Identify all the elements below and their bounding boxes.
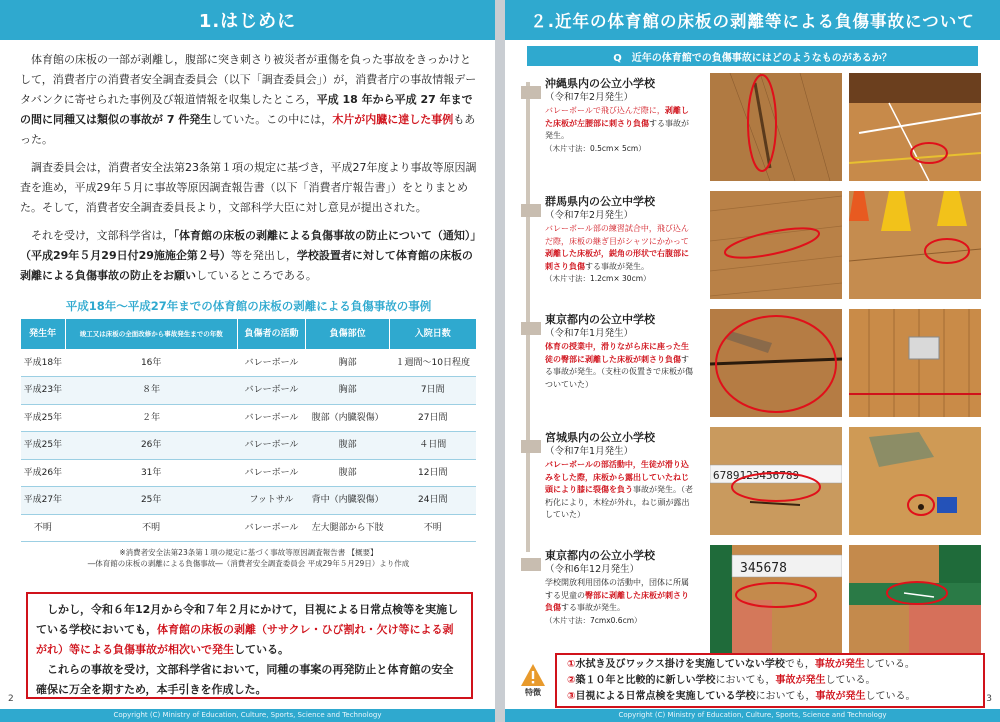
accident-cases-table	[21, 319, 477, 542]
ruler-digits: 6789123456789	[713, 469, 800, 482]
emphasis-text: 剥離した床板が，鋭角の形状で右腹部に刺さり負傷	[545, 249, 689, 271]
text-span: 目視による日常点検を実施している学校	[575, 690, 756, 702]
table-cell: 胸部	[306, 377, 390, 405]
case-photo	[710, 427, 842, 535]
case-description	[545, 430, 695, 522]
section-heading-recent-accidents: ２.近年の体育館の床板の剥離等による負傷事故について	[505, 0, 1000, 40]
table-cell: 平成25年	[21, 432, 66, 460]
case-location: 宮城県内の公立小学校	[545, 431, 655, 444]
text-span: でも，	[784, 658, 815, 670]
text-span: する事故が発生。	[545, 118, 689, 140]
case-photo	[710, 191, 842, 299]
table-cell: ８年	[65, 377, 237, 405]
case-item	[515, 70, 990, 188]
column-header: 入院日数	[389, 319, 476, 349]
text-span: 体育館の床板の一部が剥離し，腹部に突き刺さり被災者が重傷を負った事故をきっかけとして，消費者庁の消費者安全調査委員会（以下「調査委員会」）が，消費者庁の事故情報データバンクに寄せられた事例及び報道情報を収集したところ，	[20, 53, 477, 106]
case-photo	[710, 309, 842, 417]
alert-text: 木片が内臓に達した事例	[332, 113, 454, 126]
case-detail	[545, 223, 695, 273]
emphasis-text: 剥離した床板が左腰部に刺さり	[545, 106, 689, 128]
callout-paragraph-1	[36, 600, 463, 660]
case-location: 東京都内の公立中学校	[545, 313, 655, 326]
timeline-marker	[521, 558, 541, 571]
text-span: 等を発出し，	[230, 249, 297, 262]
table-row	[21, 432, 477, 460]
source-line: ―体育館の床板の剥離による負傷事故―（消費者安全調査委員会 平成29年５月29日）より作成	[87, 559, 410, 568]
table-cell: 腹部	[306, 459, 390, 487]
case-location: 東京都内の公立小学校	[545, 549, 655, 562]
table-cell: ４日間	[389, 432, 476, 460]
summary-callout	[26, 592, 473, 699]
feature-number: ①	[567, 658, 576, 670]
table-cell: 胸部	[306, 349, 390, 377]
case-date: （令和6年12月発生）	[545, 564, 640, 575]
case-size: （木片寸法：7cmx0.6cm）	[545, 615, 642, 625]
case-size: （木片寸法：0.5cm× 5cm）	[545, 143, 646, 153]
table-cell: 腹部（内臓裂傷）	[306, 404, 390, 432]
table-cell: バレーボール	[237, 349, 306, 377]
text-span: バレーボール部の練習試合中，飛び込んだ際，床板の継ぎ目がシャツにかかって	[545, 224, 689, 246]
table-cell: バレーボール	[237, 377, 306, 405]
case-photo	[710, 545, 842, 653]
text-span: それを受け，文部科学省は，	[31, 229, 174, 242]
table-row	[21, 487, 477, 515]
alert-text: 事故が発生	[814, 658, 865, 670]
text-span: 築１０年と比較的に新しい学校	[575, 674, 716, 686]
emphasis-text: 平成 18 年から平成 27 年までの間に同種又は類似の事故が 7 件発生	[20, 93, 473, 126]
text-span: 事故が発生。（老朽化により，木栓が外れ，ねじ頭が露出していた）	[545, 485, 693, 519]
alert-text: 事故が発生	[775, 674, 826, 686]
case-date: （令和7年1月発生）	[545, 446, 634, 457]
case-date: （令和7年1月発生）	[545, 328, 634, 339]
page-left	[0, 0, 495, 722]
text-span: している。	[234, 643, 289, 656]
text-span: においても，	[755, 690, 816, 702]
case-photo	[849, 309, 981, 417]
emphasis-text: 臀部に剥離した床板が刺さり負傷	[545, 590, 689, 612]
feature-number: ③	[567, 690, 576, 702]
features-label	[515, 663, 551, 698]
text-span: している。	[825, 674, 876, 686]
case-location: 群馬県内の公立中学校	[545, 195, 655, 208]
features-box	[555, 653, 985, 708]
feature-number: ②	[567, 674, 576, 686]
text-span: する事故が発生。	[561, 603, 625, 612]
timeline-marker	[521, 86, 541, 99]
table-cell: 25年	[65, 487, 237, 515]
text-span: する事故が発生。（支柱の仮置きで床板が傷ついていた）	[545, 354, 693, 389]
feature-item	[567, 689, 973, 705]
table-cell: 平成23年	[21, 377, 66, 405]
alert-text: 体育館の床板の剥離（ササクレ・ひび割れ・欠け等による剥がれ）等による負傷事故が相次いで発生	[36, 623, 454, 656]
text-span: においても，	[715, 674, 776, 686]
table-row	[21, 404, 477, 432]
case-description	[545, 312, 695, 391]
table-cell: １週間～10日程度	[389, 349, 476, 377]
timeline-marker	[521, 204, 541, 217]
table-cell: 24日間	[389, 487, 476, 515]
intro-body	[0, 40, 495, 569]
features-section	[515, 651, 990, 709]
table-header-row	[21, 319, 477, 349]
alert-text: 事故が発生	[815, 690, 866, 702]
case-item	[515, 542, 990, 660]
features-label-text: 特徴	[525, 687, 541, 697]
emphasis-text: 学校設置者に対して体育館の床板の剥離による負傷事故の防止をお願い	[20, 249, 473, 282]
text-span: バレーボールで飛び込んだ際に，	[545, 106, 665, 115]
table-cell: ２年	[65, 404, 237, 432]
case-detail	[545, 577, 695, 615]
text-span: しているところである。	[196, 269, 317, 282]
table-source-note	[20, 547, 477, 569]
text-span: する事故が発生。	[585, 261, 649, 271]
table-cell: 16年	[65, 349, 237, 377]
case-description	[545, 76, 695, 155]
case-detail	[545, 459, 695, 522]
case-location: 沖縄県内の公立小学校	[545, 77, 655, 90]
table-cell: フットサル	[237, 487, 306, 515]
column-header: 竣工又は床板の全面改修から事故発生までの年数	[65, 319, 237, 349]
table-row	[21, 514, 477, 542]
case-date: （令和7年2月発生）	[545, 210, 634, 221]
table-row	[21, 377, 477, 405]
case-photo	[849, 427, 981, 535]
ruler-digits: 345678	[740, 561, 787, 576]
case-description	[545, 194, 695, 286]
intro-paragraph-1	[20, 50, 477, 150]
page-footer: Copyright (C) Ministry of Education, Culture, Sports, Science and Technology	[0, 709, 495, 722]
text-span: していた。この中には，	[211, 113, 333, 126]
table-cell: 不明	[65, 514, 237, 542]
table-cell: 平成27年	[21, 487, 66, 515]
text-span: 水拭き及びワックス掛けを実施していない学校	[575, 658, 785, 670]
table-cell: 左大腿部から下肢	[306, 514, 390, 542]
intro-paragraph-3	[20, 226, 477, 286]
table-cell: 不明	[21, 514, 66, 542]
timeline-marker	[521, 322, 541, 335]
section-heading-intro: 1.はじめに	[0, 0, 495, 40]
table-cell: 腹部	[306, 432, 390, 460]
emphasis-text: 負傷	[633, 118, 649, 128]
question-bar: Q 近年の体育館での負傷事故にはどのようなものがあるか？	[527, 46, 978, 66]
table-cell: 26年	[65, 432, 237, 460]
table-cell: バレーボール	[237, 514, 306, 542]
table-row	[21, 349, 477, 377]
emphasis-text: バレーボールの部活動中，生徒が滑り込みをした際，床板から露出していたねじ頭により膝に裂傷を負う	[545, 460, 689, 494]
table-title: 平成18年～平成27年までの体育館の床板の剥離による負傷事故の事例	[65, 299, 432, 313]
case-detail	[545, 105, 695, 143]
table-body	[21, 349, 477, 542]
column-header: 負傷者の活動	[237, 319, 306, 349]
table-cell: 背中（内臓裂傷）	[306, 487, 390, 515]
text-span: している。	[865, 690, 916, 702]
table-cell: 平成25年	[21, 404, 66, 432]
feature-item	[567, 673, 973, 689]
case-detail	[545, 341, 695, 391]
table-cell: 不明	[389, 514, 476, 542]
case-photo	[849, 191, 981, 299]
case-description	[545, 548, 695, 627]
case-photo	[710, 73, 842, 181]
text-span: しかし，令和６年12月から令和７年２月にかけて，目視による日常点検等を実施している学校においても，	[36, 603, 459, 636]
table-row	[21, 459, 477, 487]
text-span: 学校開放利用団体の活動中，団体に所属する児童の	[545, 578, 689, 600]
table-cell: 31年	[65, 459, 237, 487]
case-size: （木片寸法：1.2cm× 30cm）	[545, 274, 651, 283]
column-header: 負傷部位	[306, 319, 390, 349]
case-list	[515, 70, 990, 660]
table-cell: 7日間	[389, 377, 476, 405]
table-cell: バレーボール	[237, 404, 306, 432]
text-span: もあった。	[20, 113, 476, 146]
table-cell: 27日間	[389, 404, 476, 432]
page-number: 2	[8, 694, 14, 704]
intro-paragraph-2: 調査委員会は，消費者安全法第23条第１項の規定に基づき，平成27年度より事故等原因調査を進め，平成29年５月に事故等原因調査報告書（以下「消費者庁報告書」）をとりまとめた。そして，消費者安全調査委員長より，文部科学大臣に対し意見が提出された。	[20, 161, 477, 214]
case-photo	[849, 545, 981, 653]
callout-paragraph-2: これらの事故を受け，文部科学省において，同種の事案の再発防止と体育館の安全確保に万全を期すため，本手引きを作成した。	[36, 663, 454, 696]
emphasis-text: 「体育館の床板の剥離による負傷事故の防止について（通知）」（平成29年５月29日付29施施企第２号）	[20, 229, 476, 262]
emphasis-text: 体育の授業中，滑りながら床に座った生徒の臀部に剥離した床板が刺さり負傷	[545, 342, 689, 364]
warning-icon	[520, 663, 546, 687]
timeline-marker	[521, 440, 541, 453]
page-right	[505, 0, 1000, 722]
case-item	[515, 188, 990, 306]
source-line: ※消費者安全法第23条第１項の規定に基づく事故等原因調査報告書 【概要】	[119, 548, 378, 557]
table-cell: バレーボール	[237, 459, 306, 487]
feature-item	[567, 657, 973, 673]
table-cell: 平成26年	[21, 459, 66, 487]
table-cell: 12日間	[389, 459, 476, 487]
case-item	[515, 424, 990, 542]
case-item	[515, 306, 990, 424]
case-photo	[849, 73, 981, 181]
table-cell: バレーボール	[237, 432, 306, 460]
text-span: している。	[864, 658, 915, 670]
page-number: 3	[986, 694, 992, 704]
page-gutter	[495, 0, 505, 722]
column-header: 発生年	[21, 319, 66, 349]
case-date: （令和7年2月発生）	[545, 92, 634, 103]
table-cell: 平成18年	[21, 349, 66, 377]
page-footer: Copyright (C) Ministry of Education, Culture, Sports, Science and Technology	[505, 709, 1000, 722]
